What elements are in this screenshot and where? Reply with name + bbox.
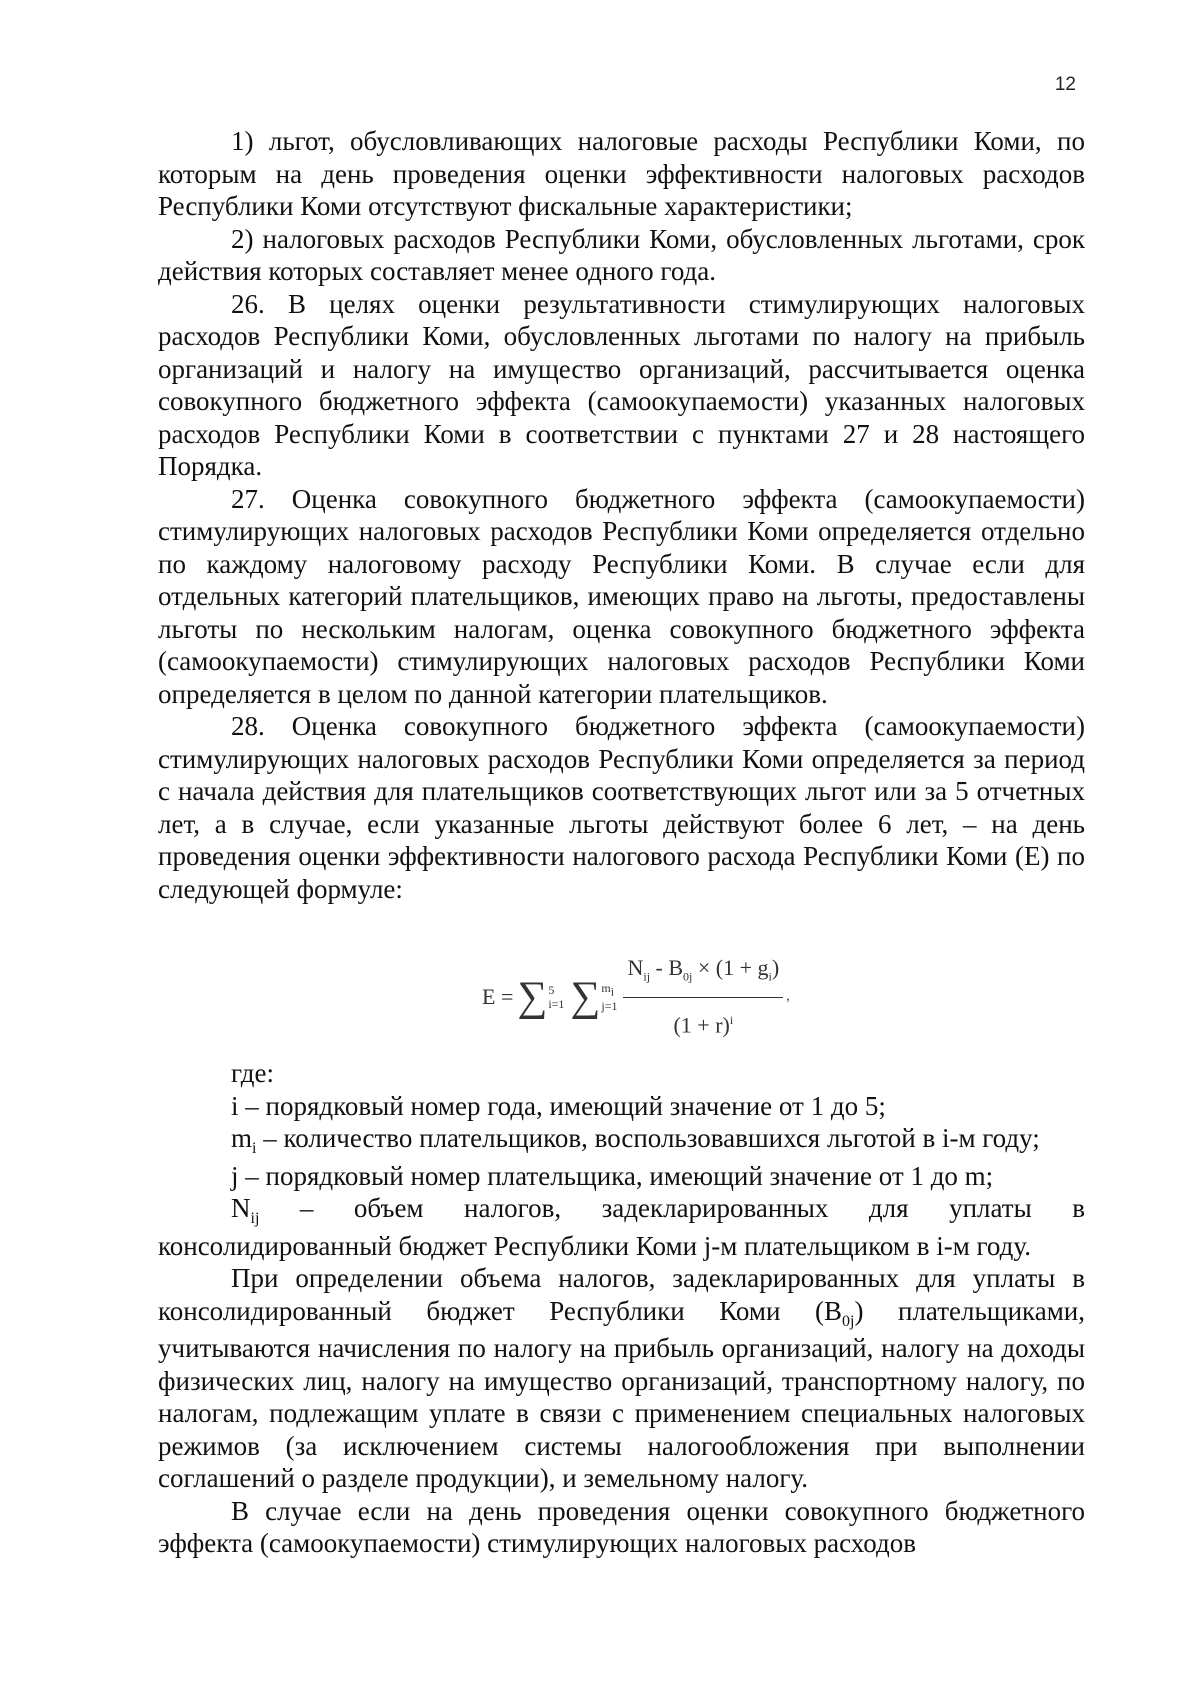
- definitions-intro: где:: [231, 1058, 274, 1088]
- sum-symbol-1: ∑: [517, 973, 548, 1020]
- sum-limits-1: 5 i=1: [548, 982, 565, 1011]
- formula-fraction: [623, 952, 783, 1042]
- paragraph-item-1: 1) льгот, обусловливающих налоговые расходы Республики Коми, по которым на день проведения оценки эффективности налоговых расходов Республики Коми отсутствуют фискальные характеристики;: [158, 126, 1085, 221]
- definition-m: $m_i$ – количество плательщиков, воспользовавшихся льготой в i-м году;: [231, 1123, 1040, 1157]
- formula-denominator: $(1 + r)^i$: [673, 1012, 734, 1038]
- formula-numerator: $N_{ij} - B_{0j} \times (1 + g_i)$: [623, 952, 783, 998]
- definition-j: j – порядковый номер плательщика, имеющий значение от 1 до m;: [231, 1160, 994, 1191]
- formula-block: [158, 905, 1085, 1057]
- formula-lhs: E =: [482, 983, 514, 1009]
- paragraph-final: В случае если на день проведения оценки совокупного бюджетного эффекта (самоокупаемости) стимулирующих налоговых расходов: [158, 1495, 1085, 1558]
- sum-limits-2: $m_i$ j=1: [601, 981, 618, 1013]
- budget-effect-formula: [482, 952, 790, 1042]
- definition-i: i – порядковый номер года, имеющий значение от 1 до 5;: [231, 1090, 886, 1121]
- formula-comma: ,: [786, 988, 790, 1004]
- paragraph-item-2: 2) налоговых расходов Республики Коми, обусловленных льготами, срок действия которых составляет менее одного года.: [158, 223, 1085, 286]
- paragraph-section-26: 26. В целях оценки результативности стимулирующих налоговых расходов Республики Коми, обусловленных льготами по налогу на прибыль организаций и налогу на имущество организаций, рассчитывается оценка совокупного бюджетного эффекта (самоокупаемости) указанных налоговых расходов Республики Коми в соответствии с пунктами 27 и 28 настоящего Порядка.: [158, 288, 1085, 481]
- definition-n: $N_{ij}$ – объем налогов, задекларированных для уплаты в консолидированный бюджет Республики Коми j-м плательщиком в i-м году.: [158, 1193, 1085, 1261]
- paragraph-section-28: 28. Оценка совокупного бюджетного эффекта (самоокупаемости) стимулирующих налоговых расходов Республики Коми определяется за период с начала действия для плательщиков соответствующих льгот или за 5 отчетных лет, а в случае, если указанные льготы действуют более 6 лет, – на день проведения оценки эффективности налогового расхода Республики Коми (E) по следующей формуле:: [158, 711, 1085, 904]
- paragraph-tax-volume: При определении объема налогов, задекларированных для уплаты в консолидированный бюджет Республики Коми $(B_{0j})$ плательщиками, учитываются начисления по налогу на прибыль организаций, налогу на доходы физических лиц, налогу на имущество организаций, транспортному налогу, по налогам, подлежащим уплате в связи с применением специальных налоговых режимов (за исключением системы налогообложения при выполнении соглашений о разделе продукции), и земельному налогу.: [158, 1263, 1085, 1493]
- page-number: 12: [1054, 74, 1076, 95]
- paragraph-section-27: 27. Оценка совокупного бюджетного эффекта (самоокупаемости) стимулирующих налоговых расходов Республики Коми определяется отдельно по каждому налоговому расходу Республики Коми. В случае если для отдельных категорий плательщиков, имеющих право на льготы, предоставлены льготы по нескольким налогам, оценка совокупного бюджетного эффекта (самоокупаемости) стимулирующих налоговых расходов Республики Коми определяется в целом по данной категории плательщиков.: [158, 483, 1085, 709]
- sum-symbol-2: ∑: [570, 973, 601, 1020]
- document-body: [158, 125, 1085, 1560]
